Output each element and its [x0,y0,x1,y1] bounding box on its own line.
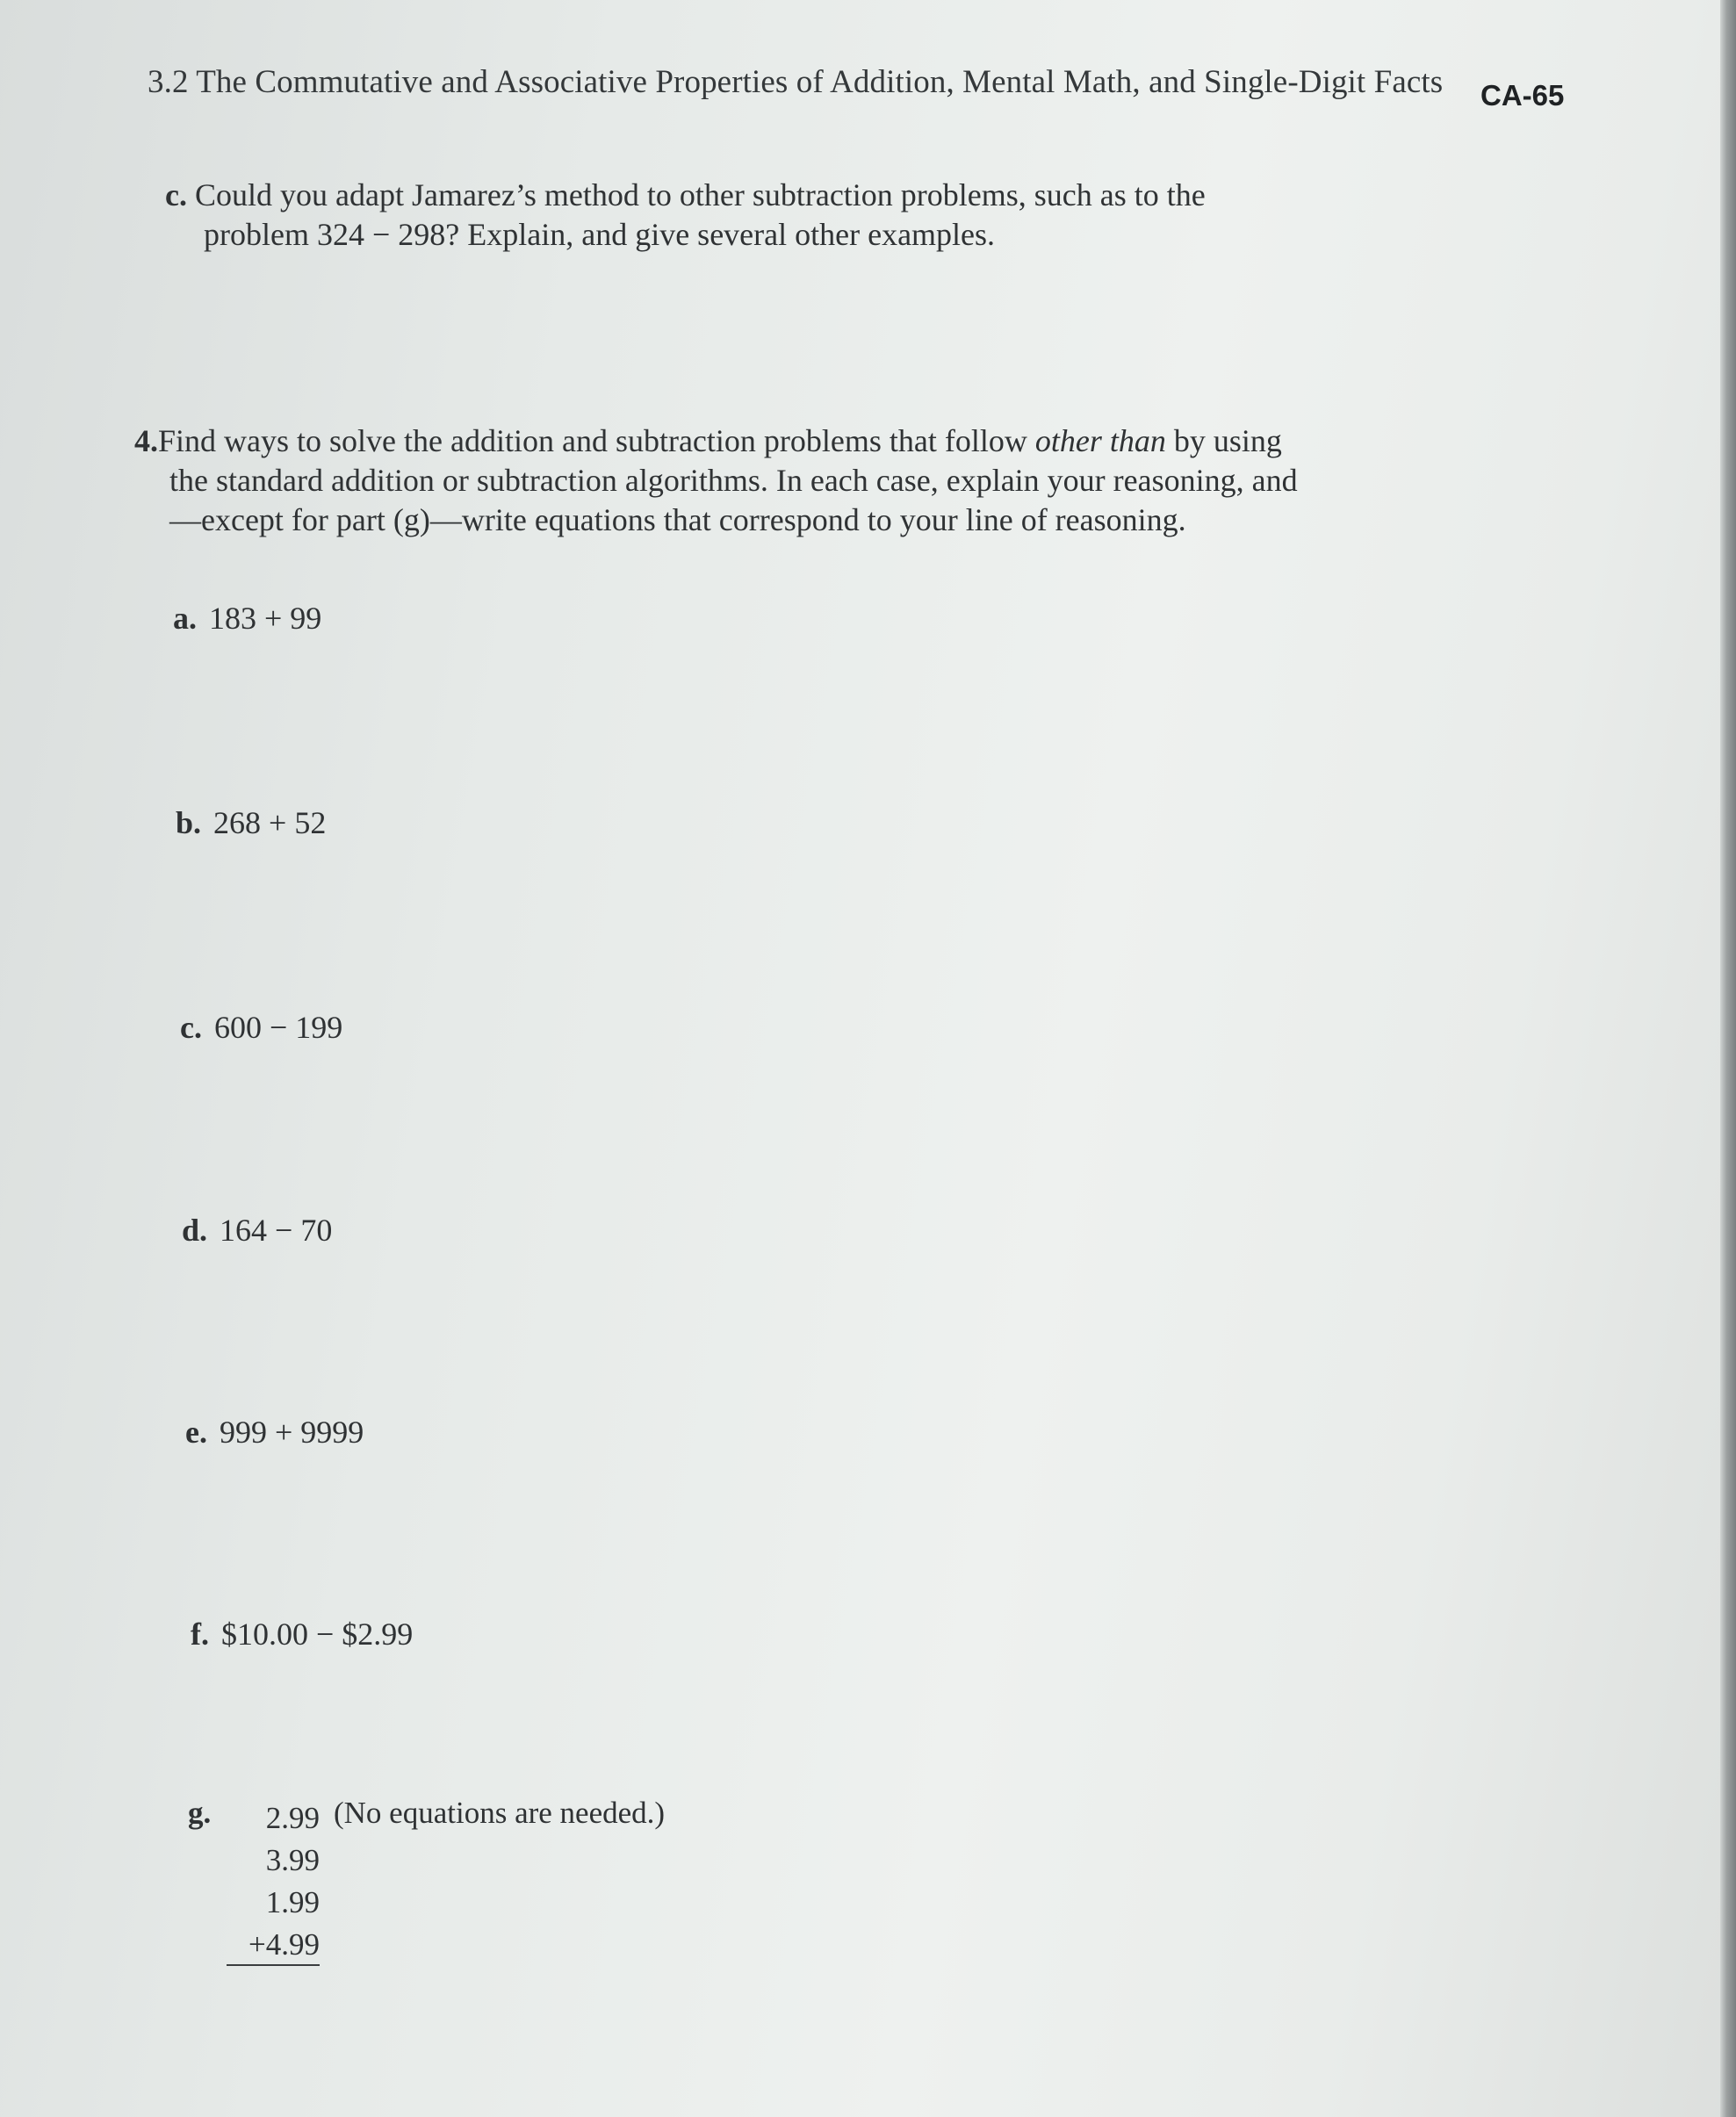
problem-4-prompt [134,421,1302,540]
problem-4-text-after: by using the standard addition or subtraction algorithms. In each case, explain your reasoning, and—except for part (g)—write equations that correspond to your line of reasoning. [169,423,1298,537]
problem-4g-addends [227,1797,320,1966]
problem-4g-addend-3: 1.99 [265,1885,320,1919]
problem-4a-label: a. [173,601,197,636]
problem-4a-expression: 183 + 99 [209,601,322,636]
problem-3c [165,176,1307,255]
problem-3c-label: c. [165,177,187,212]
problem-4c [180,1009,342,1046]
problem-4d-label: d. [182,1213,208,1248]
problem-4f [191,1616,413,1653]
problem-4 [134,421,1302,540]
problem-4d [182,1212,332,1249]
problem-4b-expression: 268 + 52 [213,805,327,840]
problem-4b-label: b. [176,805,202,840]
problem-4-italic-emphasis: other than [1034,423,1166,458]
problem-4a [173,600,321,637]
problem-4e-expression: 999 + 9999 [219,1415,364,1450]
section-header-title: 3.2 The Commutative and Associative Properties of Addition, Mental Math, and Single-Digit Facts [148,64,1444,100]
problem-4d-expression: 164 − 70 [220,1213,333,1248]
page-edge-shadow [1720,0,1736,2117]
problem-4g-addend-4: +4.99 [227,1924,320,1966]
problem-4c-expression: 600 − 199 [213,1010,343,1045]
problem-3c-line2: problem 324 − 298? Explain, and give several other examples. [204,217,996,252]
problem-3c-line1: Could you adapt Jamarez’s method to other subtraction problems, such as to the [194,177,1206,212]
problem-4g-addend-1: 2.99 [265,1801,320,1835]
problem-4-text-before: Find ways to solve the addition and subtraction problems that follow [158,423,1035,458]
problem-4b [176,804,326,841]
problem-4-number: 4. [134,423,158,458]
problem-4c-label: c. [180,1010,202,1045]
problem-4e-label: e. [185,1415,207,1450]
problem-4g-addend-2: 3.99 [265,1843,320,1877]
problem-4f-label: f. [191,1617,209,1652]
problem-4f-expression: $10.00 − $2.99 [221,1617,414,1652]
problem-4g-label: g. [188,1796,212,1830]
problem-4e [185,1414,364,1451]
page-number: CA-65 [1480,79,1565,112]
problem-4g-note: (No equations are needed.) [334,1796,666,1830]
